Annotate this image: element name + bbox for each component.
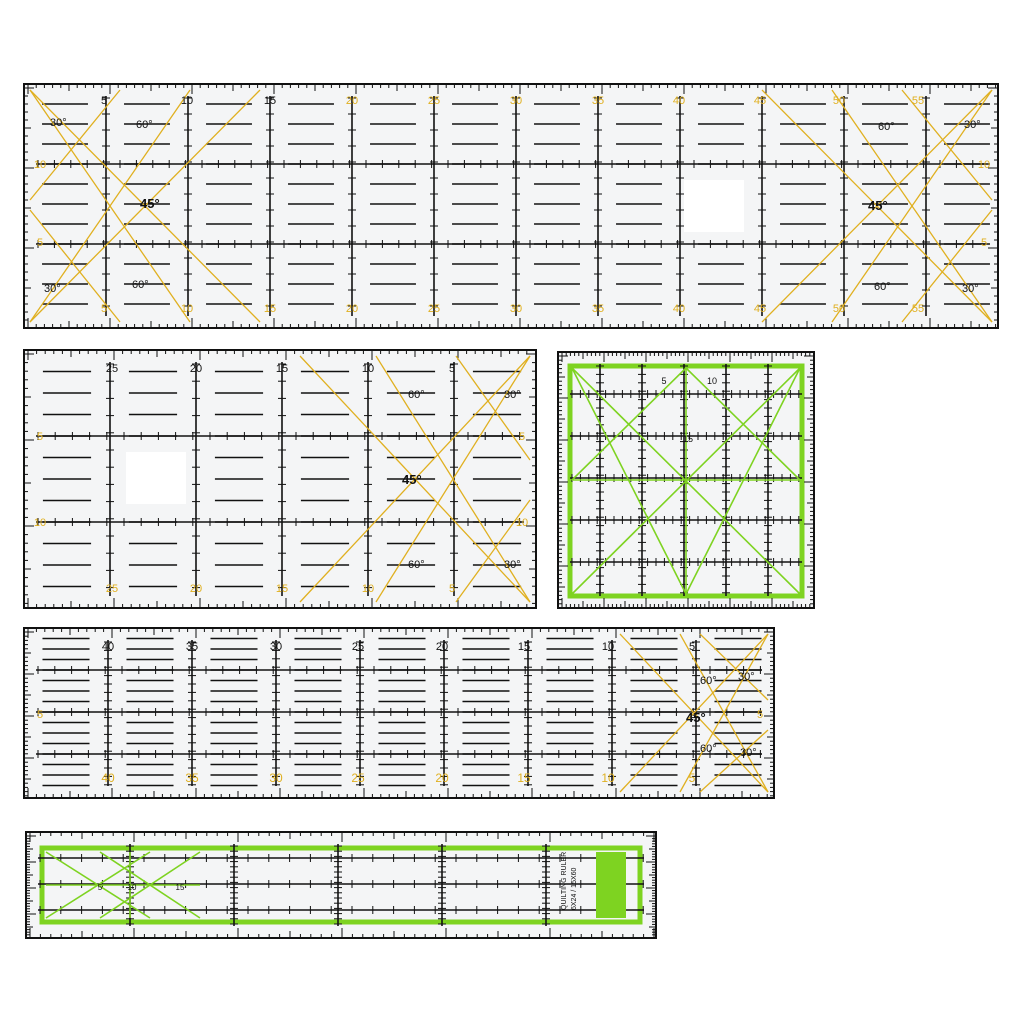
bottom-scale-label: 20 <box>435 771 449 785</box>
top-scale-label: 55 <box>911 95 925 107</box>
ruler-strip-green-tab <box>596 852 626 918</box>
side-scale-label: 5 <box>36 431 44 443</box>
angle-label: 45° <box>686 710 706 725</box>
bottom-scale-label: 15 <box>263 303 277 315</box>
side-scale-label: 10 <box>977 159 991 171</box>
bottom-scale-label: 5 <box>448 583 456 595</box>
angle-label: 60° <box>408 389 425 401</box>
angle-label: 30° <box>504 389 521 401</box>
top-scale-label: 5 <box>688 641 696 653</box>
top-scale-label: 30 <box>269 641 283 653</box>
top-scale-label: 50 <box>832 95 846 107</box>
bottom-scale-label: 5 <box>688 771 696 785</box>
top-scale-label: 5 <box>448 363 456 375</box>
angle-label: 60° <box>700 743 717 755</box>
bottom-scale-label: 55 <box>911 303 925 315</box>
grid-label: 15 <box>682 434 694 444</box>
top-scale-label: 35 <box>185 641 199 653</box>
top-scale-label: 15 <box>517 641 531 653</box>
angle-label: 60° <box>136 119 153 131</box>
bottom-scale-label: 50 <box>832 303 846 315</box>
top-scale-label: 25 <box>351 641 365 653</box>
grid-label: 15 <box>175 883 185 892</box>
top-scale-label: 20 <box>345 95 359 107</box>
angle-label: 30° <box>740 747 757 759</box>
top-scale-label: 40 <box>672 95 686 107</box>
bottom-scale-label: 45 <box>753 303 767 315</box>
top-scale-label: 25 <box>105 363 119 375</box>
top-scale-label: 40 <box>101 641 115 653</box>
angle-label: 60° <box>700 675 717 687</box>
ruler-medium <box>24 350 536 608</box>
brand-label: QUILTING RULER <box>561 851 568 910</box>
angle-label: 60° <box>874 281 891 293</box>
angle-label: 30° <box>44 283 61 295</box>
angle-label: 60° <box>878 121 895 133</box>
bottom-scale-label: 20 <box>345 303 359 315</box>
side-scale-label: 5 <box>518 431 526 443</box>
top-scale-label: 5 <box>100 95 108 107</box>
top-scale-label: 10 <box>601 641 615 653</box>
bottom-scale-label: 5 <box>100 303 108 315</box>
top-scale-label: 20 <box>435 641 449 653</box>
top-scale-label: 30 <box>509 95 523 107</box>
angle-label: 45° <box>402 472 422 487</box>
bottom-scale-label: 40 <box>101 771 115 785</box>
angle-label: 45° <box>140 196 160 211</box>
bottom-scale-label: 25 <box>351 771 365 785</box>
bottom-scale-label: 10 <box>361 583 375 595</box>
top-scale-label: 15 <box>275 363 289 375</box>
angle-label: 30° <box>964 119 981 131</box>
ruler-medium-window <box>126 452 186 504</box>
top-scale-label: 20 <box>189 363 203 375</box>
bottom-scale-label: 15 <box>275 583 289 595</box>
angle-label: 30° <box>50 117 67 129</box>
side-scale-label: 5 <box>756 709 764 721</box>
ruler-long-body <box>24 628 774 798</box>
bottom-scale-label: 25 <box>427 303 441 315</box>
top-scale-label: 45 <box>753 95 767 107</box>
bottom-scale-label: 35 <box>591 303 605 315</box>
top-scale-label: 10 <box>180 95 194 107</box>
ruler-large-top-window <box>684 180 744 232</box>
ruler-large-top <box>24 84 998 328</box>
top-scale-label: 25 <box>427 95 441 107</box>
ruler-square-green <box>558 352 814 608</box>
side-scale-label: 5 <box>36 237 44 249</box>
angle-label: 30° <box>738 671 755 683</box>
ruler-strip-green <box>26 832 656 938</box>
bottom-scale-label: 30 <box>509 303 523 315</box>
grid-label: 5 <box>661 376 667 386</box>
bottom-scale-label: 20 <box>189 583 203 595</box>
brand-label: 6X24 / 15X60 <box>571 867 578 910</box>
angle-label: 60° <box>132 279 149 291</box>
bottom-scale-label: 15 <box>517 771 531 785</box>
side-scale-label: 10 <box>515 517 529 529</box>
top-scale-label: 15 <box>263 95 277 107</box>
bottom-scale-label: 35 <box>185 771 199 785</box>
top-scale-label: 35 <box>591 95 605 107</box>
ruler-medium-body <box>24 350 536 608</box>
side-scale-label: 5 <box>36 709 44 721</box>
side-scale-label: 10 <box>33 159 47 171</box>
angle-label: 45° <box>868 198 888 213</box>
angle-label: 30° <box>504 559 521 571</box>
bottom-scale-label: 10 <box>601 771 615 785</box>
top-scale-label: 10 <box>361 363 375 375</box>
bottom-scale-label: 25 <box>105 583 119 595</box>
grid-label: 10 <box>127 883 137 892</box>
bottom-scale-label: 40 <box>672 303 686 315</box>
angle-label: 30° <box>962 283 979 295</box>
side-scale-label: 5 <box>980 237 988 249</box>
bottom-scale-label: 30 <box>269 771 283 785</box>
ruler-long <box>24 628 774 798</box>
bottom-scale-label: 10 <box>180 303 194 315</box>
grid-label: 10 <box>706 376 718 386</box>
side-scale-label: 10 <box>33 517 47 529</box>
angle-label: 60° <box>408 559 425 571</box>
grid-label: 5 <box>97 883 103 892</box>
ruler-large-top-body <box>24 84 998 328</box>
